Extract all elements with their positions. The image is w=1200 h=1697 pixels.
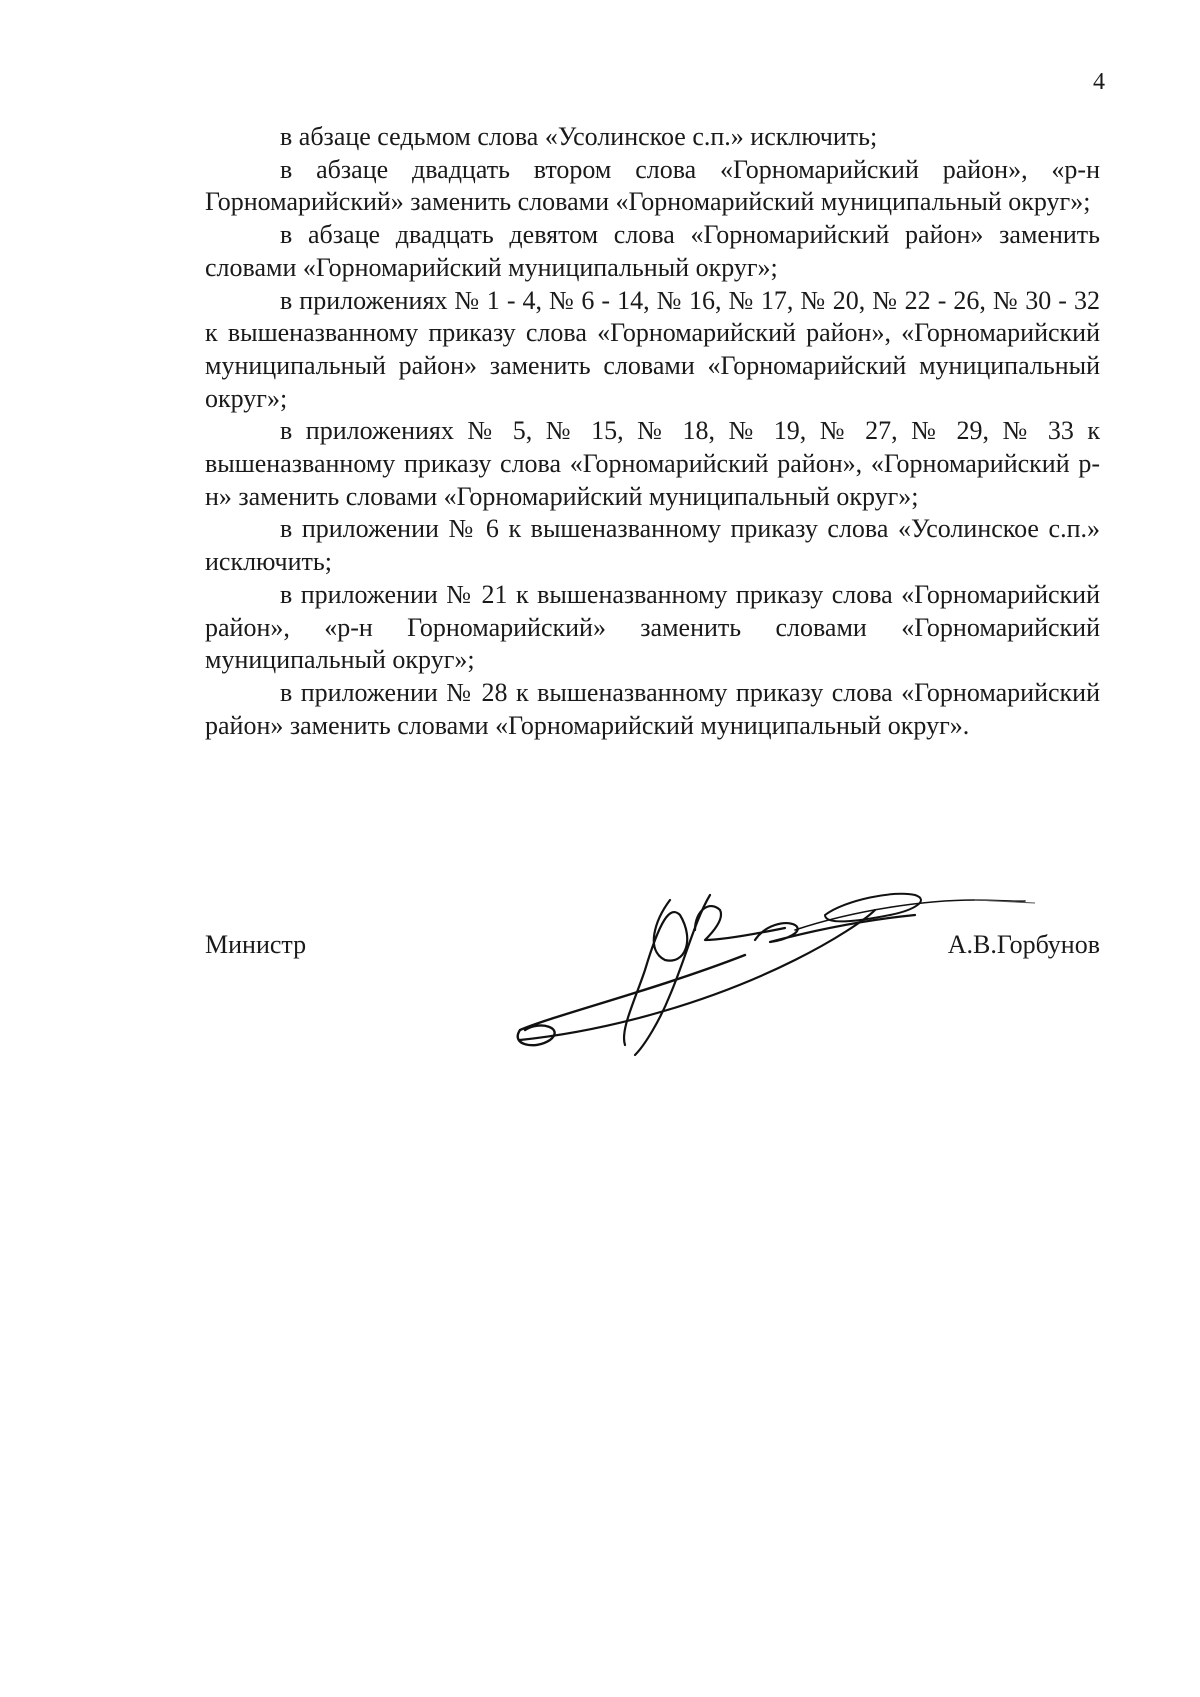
paragraph: в приложениях № 1 - 4, № 6 - 14, № 16, № 17, № 20, № 22 - 26, № 30 - 32 к вышеназванному приказу слова «Горномарийский район», «Горномарийский муниципальный район» заменить словами «Горномарийский муниципальный округ»; (205, 285, 1100, 413)
paragraph: в приложениях № 5, № 15, № 18, № 19, № 27, № 29, № 33 к вышеназванному приказу слова «Горномарийский район», «Горномарийский р-н» заменить словами «Горномарийский муниципальный округ»; (205, 416, 1100, 511)
handwritten-signature (495, 880, 1035, 1080)
paragraph: в приложении № 28 к вышеназванному приказу слова «Горномарийский район» заменить словами «Горномарийский муниципальный округ». (205, 677, 1100, 740)
paragraph: в абзаце двадцать втором слова «Горномарийский район», «р-н Горномарийский» заменить словами «Горномарийский муниципальный округ»; (205, 154, 1100, 217)
signatory-name: А.В.Горбунов (947, 930, 1100, 959)
signatory-position: Министр (205, 930, 307, 959)
paragraph: в абзаце седьмом слова «Усолинское с.п.» исключить; (280, 122, 878, 151)
paragraph: в приложении № 6 к вышеназванному приказу слова «Усолинское с.п.» исключить; (205, 514, 1100, 577)
document-body (205, 121, 1100, 742)
paragraph: в приложении № 21 к вышеназванному приказу слова «Горномарийский район», «р-н Горномарийский» заменить словами «Горномарийский муниципальный округ»; (205, 579, 1100, 675)
paragraph: в абзаце двадцать девятом слова «Горномарийский район» заменить словами «Горномарийский муниципальный округ»; (205, 220, 1100, 282)
page-number: 4 (1093, 69, 1105, 95)
